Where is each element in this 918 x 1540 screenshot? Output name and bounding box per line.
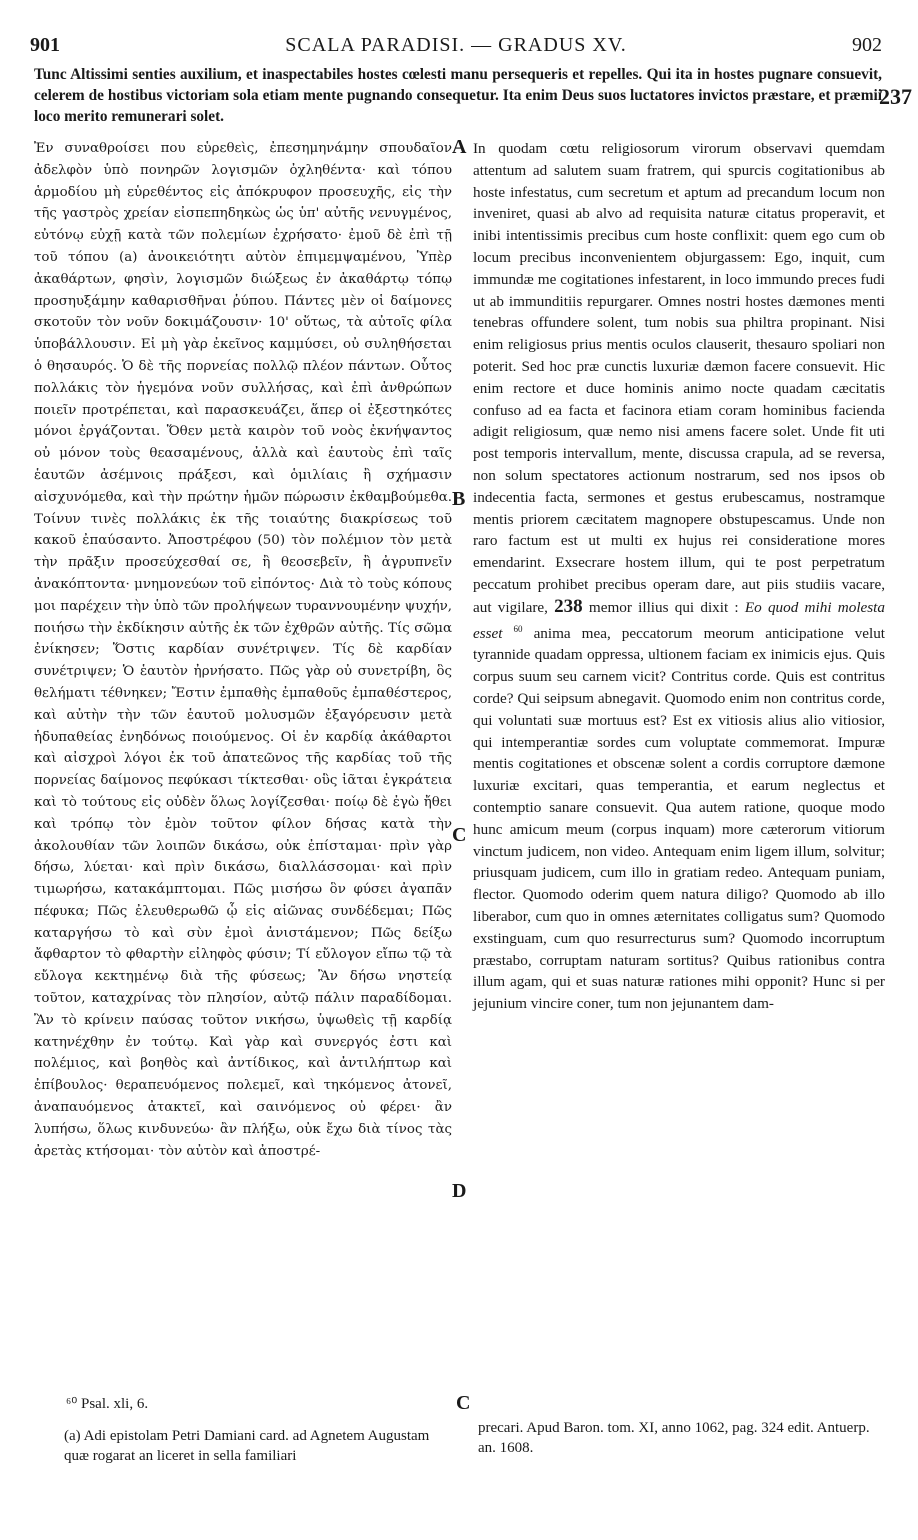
section-number-237: 237 bbox=[879, 84, 912, 109]
scripture-quote: Eo quod mihi molesta esset bbox=[473, 598, 885, 642]
footnote-ref-60: 60 bbox=[513, 623, 523, 634]
running-header bbox=[30, 34, 882, 60]
footnote-latin-continuation: precari. Apud Baron. tom. XI, anno 1062, pag. 324 edit. Antuerp. an. 1608. bbox=[478, 1420, 870, 1456]
latin-text-a: In quodam cœtu religiosorum virorum observavi quemdam attentum ad salutem suam fratrem, qui spurcis cogitationibus ab hoste infestatus, cum secretum et aptum ad precandum locum non inveniret, quasi ab alvo ad requisita naturæ citatus properavit, et inibi intentissimis precibus cum hoste conflixit: quem ego cum ob locum precibus inconvenientem objurgassem: Ego, inquit, cum immundæ me cogitationes infestarent, in loco immundo preces fudi ut ab immunditiis repurgarer. Omnes nostri hostes dæmones menti tenebras offundere solent, tum nobis sua philtra propinant. Nisi enim religiosus prius mentis oculos clauserit, thesauro spoliari non poterit. Sed hoc præ cunctis luxuriæ dæmon facere consuevit. Hic enim rectore et duce hominis animo nocte quadam cæcitatis confuso ad ea facta et facinora etiam coram hominibus facienda adigit religiosum, quæ nemo nisi amens facere solet. Unde fit uti post temporis intervallum, mente, discussa crapula, ad se reversa, non solum spectatores actionum nostrarum, sed nos ipsos ob indecentia facta, sermones et gestus erubescamus, nostramque mentis priorem cæcitatem magnopere obstupescamus. Unde non raro factum est ut multi ex hujus rei consideratione mores emendarint. Exsecrare hostem illum, qui te post perpetratum peccatum prohibet precibus operam dare, aut piis studiis vacare, aut vigilare, bbox=[473, 140, 885, 616]
greek-column: Ἐν συναθροίσει που εὑρεθεὶς, ἐπεσημηνάμην σπουδαῖον ἀδελφὸν ὑπὸ πονηρῶν λογισμῶν ὀχληθέντα· καὶ τόπου ἁρμοδίου μὴ εὑρεθέντος εἰς ἀπόκρυφον προσευχῆς, εἰς τὴν τῆς γαστρὸς χρείαν εἰσπεπηδηκὼς ὡς ὑπ' αὐτῆς νενυγμένος, εὐτόνῳ εὐχῇ κατὰ τῶν πολεμίων ἐχρήσατο· ἐμοῦ δὲ ἐπὶ τῇ τοῦ τόπου (a) ἀνοικειότητι αὐτὸν ἐπιμεμψαμένου, Ὑπὲρ ἀκαθάρτων, φησὶν, λογισμῶν διώξεως ἐν ἀκαθάρτῳ τόπῳ προσηυξάμην καθαρισθῆναι ῥύπου. Πάντες μὲν οἱ δαίμονες σκοτοῦν τὸν νοῦν δοκιμάζουσιν· 10' οὕτως, τὰ αὐτοῖς φίλα ὑποβάλλουσιν. Εἰ μὴ γὰρ ἐκεῖνος καμμύσει, οὐ συληθήσεται ὁ θησαυρός. Ὁ δὲ τῆς πορνείας πολλῷ πλέον πάντων. Οὗτος πολλάκις τὸν ἡγεμόνα νοῦν συλλήσας, καὶ ἐπὶ ἀνθρώπων ποιεῖν προτρέπεται, καὶ παρασκευάζει, ἅπερ οἱ ἐξεστηκότες μόνοι ἐργάζονται. Ὅθεν μετὰ καιρὸν τοῦ νοὸς ἐκνήψαντος οὐ μόνον τοὺς θεασαμένους, ἀλλὰ καὶ ἑαυτοὺς ἐπὶ ταῖς ἑαυτῶν ἀσέμνοις πράξεσι, καὶ ὁμιλίαις ἢ σχήμασιν αἰσχυνόμεθα, καὶ τὴν πρώτην ἡμῶν πώρωσιν ἐκθαμβούμεθα. Τοίνυν τινὲς πολλάκις ἐκ τῆς τοιαύτης διακρίσεως τοῦ κακοῦ ἐπαύσαντο. Ἀποστρέφου (50) τὸν πολέμιον τὸν μετὰ τὴν πρᾶξιν προσεύχεσθαί σε, ἢ θεοσεβεῖν, ἢ ἀγρυπνεῖν ἀνακόπτοντα· μνημονεύων τοῦ εἰπόντος· Διὰ τὸ τοὺς κόπους μοι παρέχειν τὴν ὑπὸ τῶν προλήψεων τυραννουμένην ψυχήν, ποιήσω τὴν ἐκδίκησιν αὐτῆς ἐκ τῶν ἐχθρῶν αὐτῆς. Τίς σῶμα ἐνίκησεν; Ὅστις καρδίαν συνέτριψεν. Τίς δὲ καρδίαν συνέτριψεν; Ὁ ἑαυτὸν ἠρνήσατο. Πῶς γὰρ οὐ συνετρίβη, ὃς θελήματι τέθνηκεν; Ἔστιν ἐμπαθὴς ἐμπαθοῦς ἐμπαθέστερος, καὶ αὐτὴν τὴν τῶν ἑαυτοῦ μολυσμῶν ἐξαγόρευσιν μετὰ ἡδυπαθείας ἐνηδόνως ποιούμενος. Οἱ ἐν καρδίᾳ ἀκάθαρτοι καὶ αἰσχροὶ λόγοι ἐκ τοῦ ἀπατεῶνος τῆς καρδίας τοῦ τῆς πορνείας δαίμονος πεφύκασι τίκτεσθαι· οὓς ἰᾶται ἐγκράτεια καὶ τὸ τούτους εἰς οὐδὲν ὅλως λογίζεσθαι· ποίῳ δὲ ἐγὼ ἤθει καὶ τρόπῳ τὸν ἐμὸν τοῦτον φίλον δήσας κατὰ τὴν ἀκολουθίαν τῶν λοιπῶν δικάσω, οὐκ ἐπίσταμαι· πρὶν γὰρ δήσω, λύεται· καὶ πρὶν δικάσω, διαλλάσσομαι· καὶ πρὶν τιμωρήσω, κατακάμπτομαι. Πῶς μισήσω ὃν φύσει ἀγαπᾶν πέφυκα; Πῶς ἐλευθερωθῶ ᾧ εἰς αἰῶνας συνδέδεμαι; Πῶς καταργήσω τὸ καὶ σὺν ἐμοὶ ἀνιστάμενον; Πῶς δείξω ἄφθαρτον τὸ φθαρτὴν εἰληφὸς φύσιν; Τί εὔλογον εἴπω τῷ τὰ εὔλογα κεκτημένῳ διὰ τῆς φύσεως; Ἂν δήσω νηστείᾳ τοῦτον, καταχρίνας τὸν πλησίον, αὐτῷ πάλιν παραδίδομαι. Ἂν τὸ κρίνειν παύσας τοῦτον νικήσω, ὑψωθεὶς τῇ καρδίᾳ κατηνέχθην ἐν τούτῳ. Καὶ γὰρ καὶ συνεργός ἐστι καὶ πολέμιος, καὶ βοηθὸς καὶ ἀντίδικος, καὶ ἀντιλήπτωρ καὶ ἐπίβουλος· θεραπευόμενος πολεμεῖ, καὶ τηκόμενος ἀτονεῖ, ἀναπαυόμενος ἀτακτεῖ, καὶ σαινόμενος οὐ φέρει· ἂν λυπήσω, ὅλως κινδυνεύω· ἂν πλήξω, οὐκ ἔχω διὰ τίνος τὰς ἀρετὰς κτήσομαι· τὸν αὐτὸν καὶ ἀποστρέ- bbox=[34, 141, 452, 1159]
margin-letter-b: B bbox=[452, 488, 466, 510]
intro-paragraph bbox=[34, 64, 912, 127]
margin-letter-d: D bbox=[452, 1180, 467, 1202]
margin-letter-c: C bbox=[452, 824, 467, 846]
latin-column bbox=[473, 138, 885, 1015]
page-number-right: 902 bbox=[852, 34, 882, 56]
latin-text-b: memor illius qui dixit : bbox=[588, 598, 739, 616]
margin-letter-c-bottom: C bbox=[456, 1392, 471, 1414]
footnote-60: ⁶⁰ Psal. xli, 6. bbox=[66, 1396, 149, 1412]
intro-text: Tunc Altissimi senties auxilium, et inaspectabiles hostes cœlesti manu persequeris et repelles. Qui ita in hostes pugnare consuevit, celerem de hostibus victoriam sola etiam mente pugnando consequetur. Ita enim Deus suos luctatores invictos præstare, et præmii loco merito remunerari solet. bbox=[34, 66, 882, 125]
margin-letter-a: A bbox=[452, 136, 467, 158]
latin-text-c: anima mea, peccatorum meorum anticipatione velut tyrannide quadam oppressa, ultionem faciam ex inimicis ejus. Quis corpus suum seu carnem vicit? Contritus corde. Quis est contritus corde? Qui seipsum abnegavit. Quomodo enim non contritus corde, qui voluntati suæ mortuus est? Est ex vitiosis alius alio vitiosior, qui intemperantiæ sordes cum voluptate commemorat. Impuræ mentis cogitationes et obscenæ solent a cordis corruptore dæmone luxuriæ excitari, quas temperantia, et earum neglectus et contemptio sanare consuevit. Qua autem ratione, quoque modo hunc amicum meum (corpus inquam) more cæterorum vitiorum vinctum judicem, non video. Antequam enim ligem illum, solvitur; priusquam judicem, cum illo in gratiam redeo. Antequam puniam, flector. Quomodo oderim quem natura diligo? Quomodo ab illo liberabor, cum quo in omnes æternitates colligatus sum? Quomodo exstinguam, cum quo resurrecturus sum? Quomodo incorruptum præstabo, corruptam naturam sortitus? Quibus rationibus contra illum agam, qui et suas naturæ rationes mihi opponit? Hunc si per jejunium vincire coner, tum non jejunantem dam- bbox=[473, 624, 886, 1013]
footnotes-left bbox=[66, 1394, 456, 1478]
footnote-a: (a) Adi epistolam Petri Damiani card. ad Agnetem Augustam quæ rogarat an liceret in sella familiari bbox=[64, 1428, 430, 1464]
running-title: SCALA PARADISI. — GRADUS XV. bbox=[285, 34, 627, 56]
section-number-238: 238 bbox=[554, 595, 583, 617]
page-number-left: 901 bbox=[30, 34, 60, 56]
